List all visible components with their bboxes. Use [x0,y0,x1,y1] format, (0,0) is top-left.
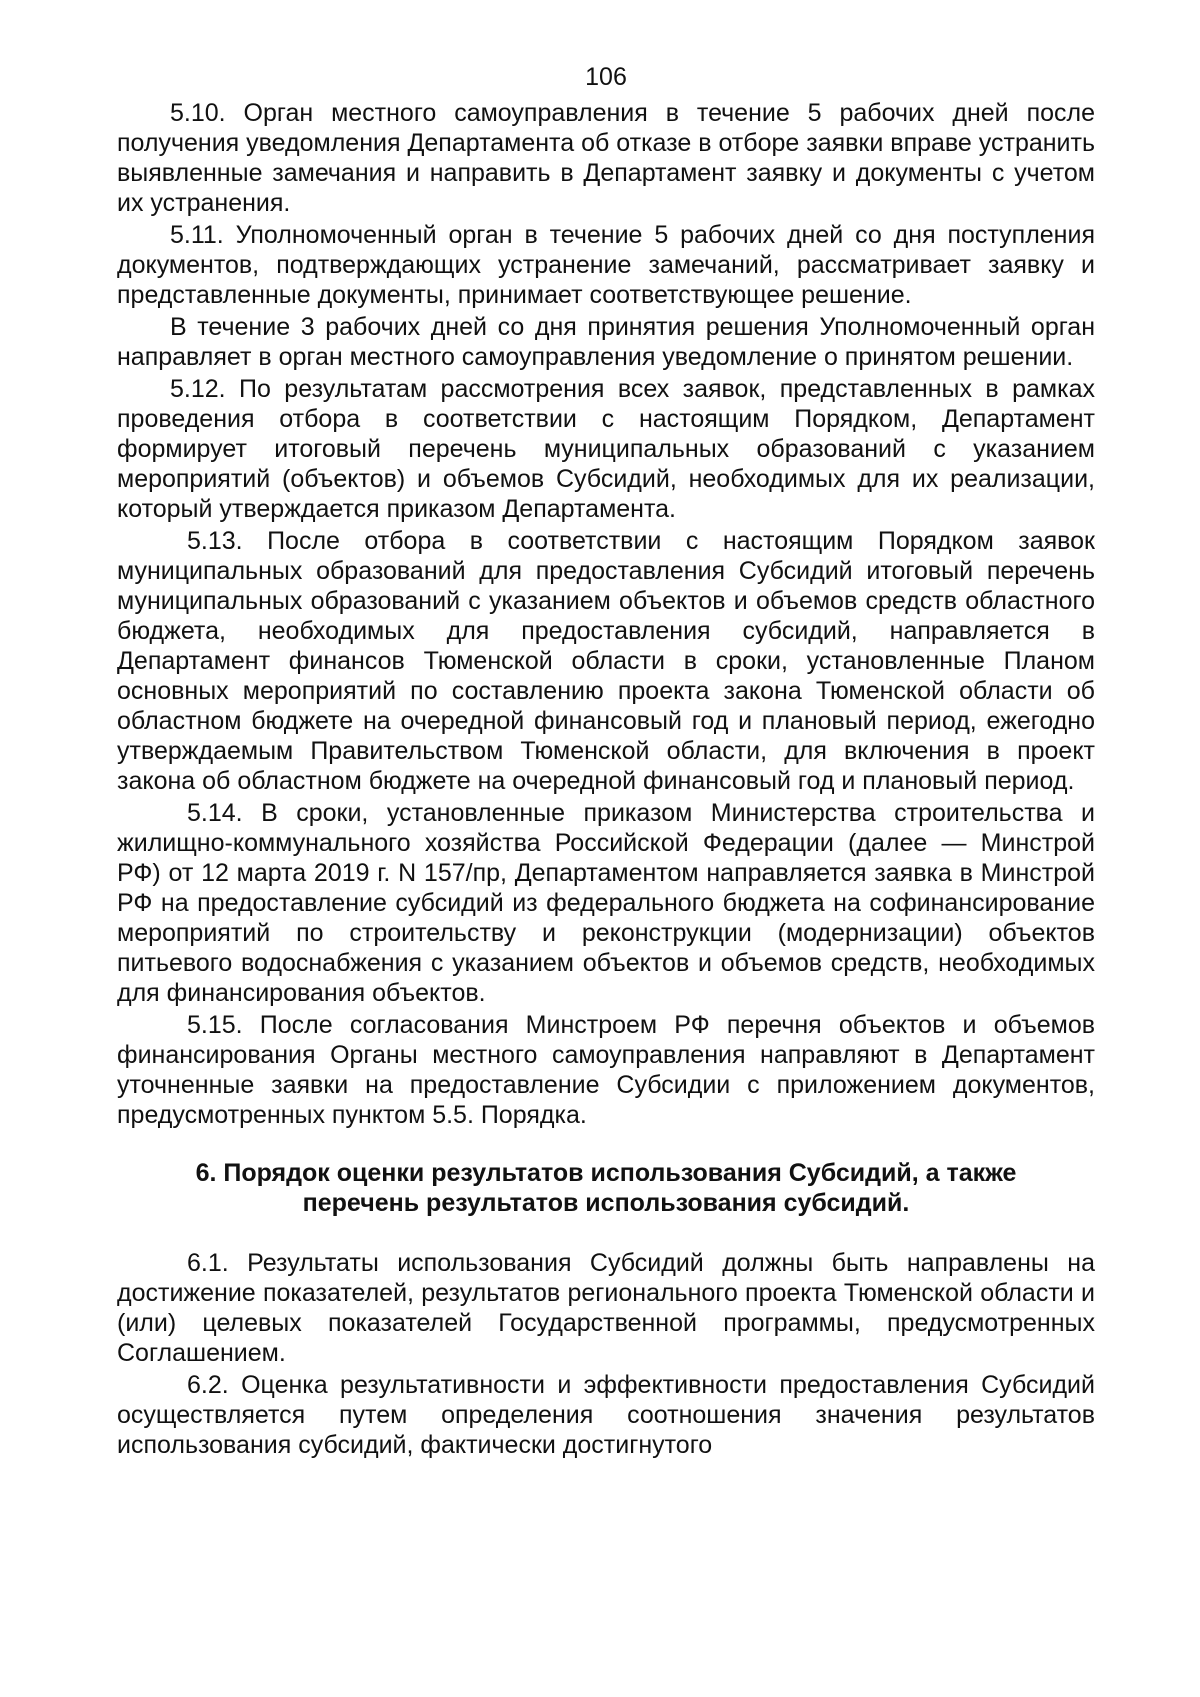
paragraph-p-5-12: 5.12. По результатам рассмотрения всех заявок, представленных в рамках проведения отбора в соответствии с настоящим Порядком, Департамент формирует итоговый перечень муниципальных образований с указанием мероприятий (объектов) и объемов Субсидий, необходимых для их реализации, который утверждается приказом Департамента. [117,375,1095,523]
section-6-body [117,1248,1095,1460]
paragraph-p-5-15: 5.15. После согласования Минстроем РФ перечня объектов и объемов финансирования Органы местного самоуправления направляют в Департамент уточненные заявки на предоставление Субсидии с приложением документов, предусмотренных пунктом 5.5. Порядка. [117,1011,1095,1129]
paragraph-p-5-14: 5.14. В сроки, установленные приказом Министерства строительства и жилищно-коммунального хозяйства Российской Федерации (далее — Минстрой РФ) от 12 марта 2019 г. N 157/пр, Департаментом направляется заявка в Минстрой РФ на предоставление субсидий из федерального бюджета на софинансирование мероприятий по строительству и реконструкции (модернизации) объектов питьевого водоснабжения с указанием объектов и объемов средств, необходимых для финансирования объектов. [117,799,1095,1007]
paragraph-p-5-10: 5.10. Орган местного самоуправления в течение 5 рабочих дней после получения уведомления Департамента об отказе в отборе заявки вправе устранить выявленные замечания и направить в Департамент заявку и документы с учетом их устранения. [117,99,1095,217]
paragraph-p-6-1: 6.1. Результаты использования Субсидий должны быть направлены на достижение показателей, результатов регионального проекта Тюменской области и (или) целевых показателей Государственной программы, предусмотренных Соглашением. [117,1249,1095,1367]
paragraph-p-5-11-b: В течение 3 рабочих дней со дня принятия решения Уполномоченный орган направляет в орган местного самоуправления уведомление о принятом решении. [117,313,1095,371]
section-5-continuation [117,98,1095,1130]
paragraph-p-5-11: 5.11. Уполномоченный орган в течение 5 рабочих дней со дня поступления документов, подтверждающих устранение замечаний, рассматривает заявку и представленные документы, принимает соответствующее решение. [117,221,1095,309]
page-number: 106 [585,63,627,91]
paragraph-p-5-13: 5.13. После отбора в соответствии с настоящим Порядком заявок муниципальных образований для предоставления Субсидий итоговый перечень муниципальных образований с указанием объектов и объемов средств областного бюджета, необходимых для предоставления субсидий, направляется в Департамент финансов Тюменской области в сроки, установленные Планом основных мероприятий по составлению проекта закона Тюменской области об областном бюджете на очередной финансовый год и плановый период, ежегодно утверждаемым Правительством Тюменской области, для включения в проект закона об областном бюджете на очередной финансовый год и плановый период. [117,527,1095,795]
section-6-heading: 6. Порядок оценки результатов использования Субсидий, а также перечень результатов использования субсидий. [195,1159,1017,1217]
paragraph-p-6-2: 6.2. Оценка результативности и эффективности предоставления Субсидий осуществляется путем определения соотношения значения результатов использования субсидий, фактически достигнутого [117,1371,1095,1459]
